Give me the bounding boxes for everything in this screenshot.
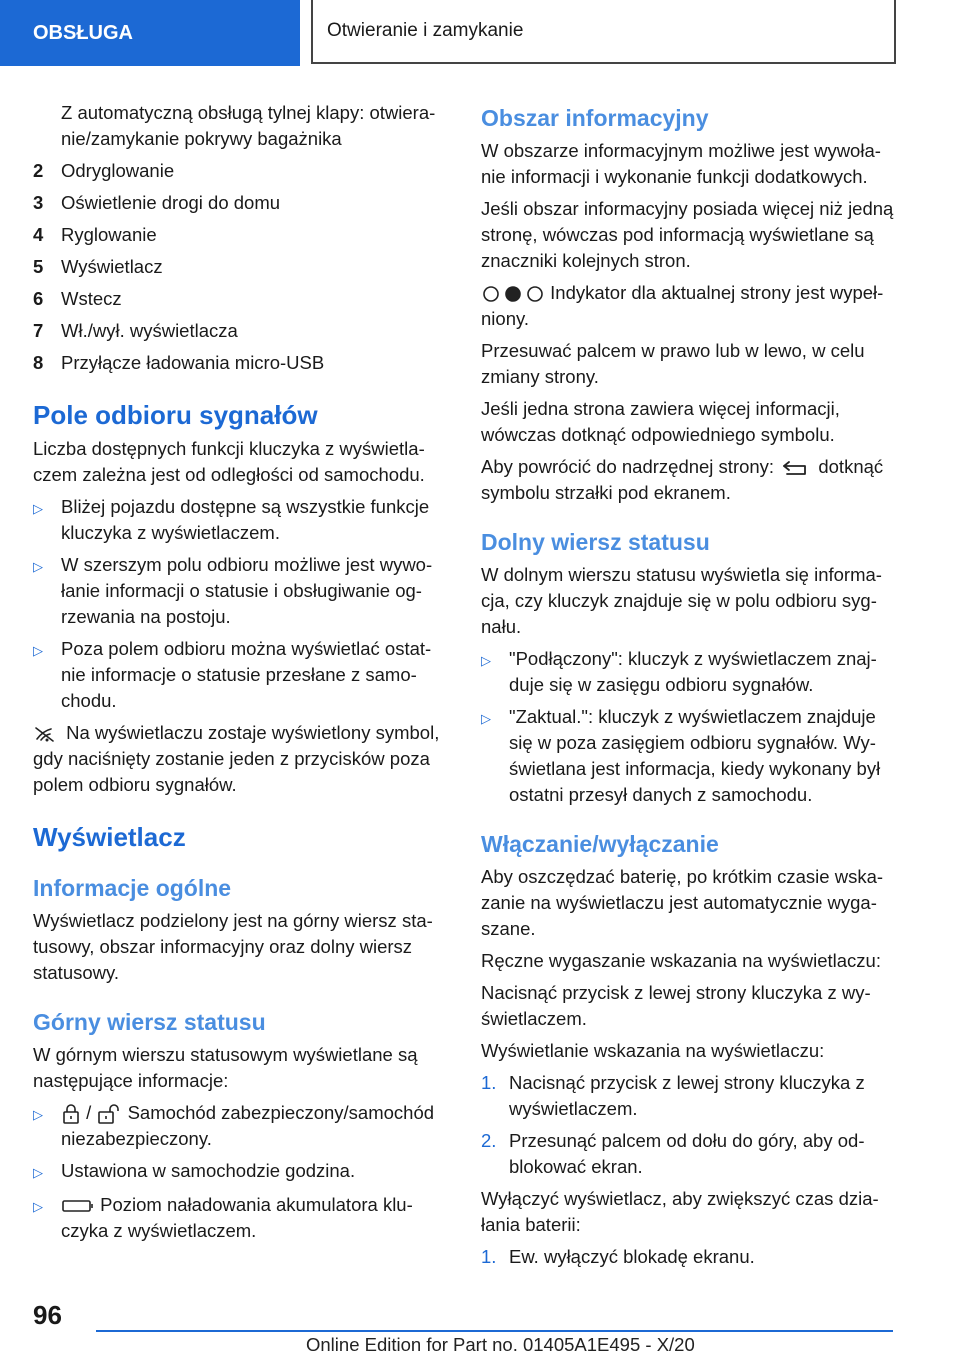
list-item bbox=[33, 254, 448, 280]
chapter-title: Otwieranie i zamykanie bbox=[311, 0, 896, 64]
pole-note bbox=[33, 720, 448, 798]
wlacz-p4: Wyświetlanie wskazania na wyświetlaczu: bbox=[481, 1040, 825, 1061]
item-text: Oświetlenie drogi do domu bbox=[61, 192, 281, 213]
gorny-b1-text: Samochód zabezpieczony/samochód niezabezpieczony. bbox=[61, 1102, 435, 1149]
list-item bbox=[33, 552, 448, 630]
item-text: Przyłącze ładowania micro-USB bbox=[61, 352, 325, 373]
obszar-p4: Przesuwać palcem w prawo lub w lewo, w celu zmiany strony. bbox=[481, 340, 865, 387]
heading-info-ogolne: Informacje ogólne bbox=[33, 875, 232, 901]
item-number: 4 bbox=[33, 224, 44, 245]
triangle-bullet-icon: ▷ bbox=[33, 1199, 43, 1214]
gorny-b2-text: Ustawiona w samochodzie godzina. bbox=[61, 1160, 356, 1181]
list-item bbox=[33, 494, 448, 546]
gorny-bullet-list bbox=[33, 1100, 448, 1244]
heading-obszar: Obszar informacyjny bbox=[481, 105, 709, 131]
list-item bbox=[33, 318, 448, 344]
wlacz-p2: Ręczne wygaszanie wskazania na wyświetlaczu: bbox=[481, 950, 881, 971]
step-item bbox=[481, 1128, 896, 1180]
info-ogolne-text: Wyświetlacz podzielony jest na górny wiersz statusowy, obszar informacyjny oraz dolny wiersz statusowy. bbox=[33, 910, 433, 983]
pole-bullet-list bbox=[33, 494, 448, 714]
bullet-text: "Zaktual.": kluczyk z wyświetlaczem znajduje się w poza zasięgiem odbioru sygnałów. Wyświetlana jest informacja, kiedy wykonany był ostatni przesył danych z samochodu. bbox=[509, 706, 881, 805]
list-item bbox=[33, 636, 448, 714]
obszar-p1: W obszarze informacyjnym możliwe jest wywołanie informacji i wykonanie funkcji dodatkowych. bbox=[481, 140, 881, 187]
right-column bbox=[481, 100, 896, 1276]
bullet-text: Bliżej pojazdu dostępne są wszystkie funkcje kluczyka z wyświetlaczem. bbox=[61, 496, 430, 543]
item-number: 7 bbox=[33, 320, 44, 341]
list-item bbox=[33, 158, 448, 184]
step-item bbox=[481, 1070, 896, 1122]
triangle-bullet-icon: ▷ bbox=[481, 711, 491, 726]
step-number: 1. bbox=[481, 1072, 497, 1093]
step-text: Ew. wyłączyć blokadę ekranu. bbox=[509, 1246, 755, 1267]
list-item bbox=[481, 646, 896, 698]
lock-open-icon bbox=[96, 1103, 122, 1125]
pole-note-text: Na wyświetlaczu zostaje wyświetlony symbol, gdy naciśnięty zostanie jeden z przycisków poza polem odbioru sygnałów. bbox=[33, 722, 440, 795]
back-arrow-icon bbox=[779, 459, 813, 477]
left-column bbox=[33, 100, 448, 1250]
heading-wlacz: Włączanie/wyłączanie bbox=[481, 831, 719, 857]
item-number: 5 bbox=[33, 256, 44, 277]
section-tab: OBSŁUGA bbox=[0, 0, 300, 66]
step-text: Przesunąć palcem od dołu do góry, aby odblokować ekran. bbox=[509, 1130, 865, 1177]
triangle-bullet-icon: ▷ bbox=[33, 1107, 43, 1122]
triangle-bullet-icon: ▷ bbox=[33, 1165, 43, 1180]
bullet-text: W szerszym polu odbioru możliwe jest wywołanie informacji o statusie i obsługiwanie ogrzewania na postoju. bbox=[61, 554, 433, 627]
item-number: 2 bbox=[33, 160, 44, 181]
dolny-intro: W dolnym wierszu statusu wyświetla się informacja, czy kluczyk znajduje się w polu odbioru sygnału. bbox=[481, 564, 882, 637]
list-item bbox=[33, 286, 448, 312]
step-list-2 bbox=[481, 1244, 896, 1270]
heading-gorny: Górny wiersz statusu bbox=[33, 1009, 266, 1035]
item-text: Odryglowanie bbox=[61, 160, 175, 181]
heading-wyswietlacz: Wyświetlacz bbox=[33, 822, 186, 852]
obszar-p6 bbox=[481, 454, 896, 506]
numbered-list bbox=[33, 158, 448, 376]
gorny-b3-text: Poziom naładowania akumulatora kluczyka z wyświetlaczem. bbox=[61, 1194, 413, 1241]
item-text: Wyświetlacz bbox=[61, 256, 163, 277]
item-text: Wstecz bbox=[61, 288, 122, 309]
step-number: 1. bbox=[481, 1246, 497, 1267]
wlacz-p3: Nacisnąć przycisk z lewej strony kluczyka z wyświetlaczem. bbox=[481, 982, 871, 1029]
obszar-p3-text: Indykator dla aktualnej strony jest wypełniony. bbox=[481, 282, 884, 329]
triangle-bullet-icon: ▷ bbox=[33, 643, 43, 658]
no-signal-icon bbox=[33, 725, 61, 743]
battery-icon bbox=[61, 1198, 95, 1214]
gorny-intro: W górnym wierszu statusowym wyświetlane są następujące informacje: bbox=[33, 1044, 418, 1091]
item-number: 8 bbox=[33, 352, 44, 373]
list-item bbox=[33, 1100, 448, 1152]
obszar-p6a-text: Aby powrócić do nadrzędnej strony: bbox=[481, 456, 775, 477]
wlacz-p1: Aby oszczędzać baterię, po krótkim czasie wskazanie na wyświetlaczu jest automatycznie wygaszane. bbox=[481, 866, 884, 939]
dolny-bullet-list bbox=[481, 646, 896, 808]
heading-dolny: Dolny wiersz statusu bbox=[481, 529, 710, 555]
footer-edition: Online Edition for Part no. 01405A1E495 - X/20 bbox=[306, 1334, 695, 1355]
triangle-bullet-icon: ▷ bbox=[33, 559, 43, 574]
list-item bbox=[33, 222, 448, 248]
list-item bbox=[33, 1192, 448, 1244]
step-text: Nacisnąć przycisk z lewej strony kluczyka z wyświetlaczem. bbox=[509, 1072, 865, 1119]
list-item bbox=[33, 190, 448, 216]
item-text: Ryglowanie bbox=[61, 224, 157, 245]
obszar-p2: Jeśli obszar informacyjny posiada więcej niż jedną stronę, wówczas pod informacją wyświetlane są znaczniki kolejnych stron. bbox=[481, 198, 894, 271]
bullet-text: Poza polem odbioru można wyświetlać ostatnie informacje o statusie przesłane z samochodu. bbox=[61, 638, 432, 711]
lock-separator: / bbox=[86, 1102, 92, 1123]
item-number: 6 bbox=[33, 288, 44, 309]
wlacz-p5: Wyłączyć wyświetlacz, aby zwiększyć czas działania baterii: bbox=[481, 1188, 879, 1235]
pole-intro: Liczba dostępnych funkcji kluczyka z wyświetlaczem zależna jest od odległości od samochodu. bbox=[33, 438, 425, 485]
list-item bbox=[33, 350, 448, 376]
item-text: Wł./wył. wyświetlacza bbox=[61, 320, 238, 341]
lock-closed-icon bbox=[61, 1103, 81, 1125]
list-item bbox=[33, 1158, 448, 1186]
step-number: 2. bbox=[481, 1130, 497, 1151]
heading-pole: Pole odbioru sygnałów bbox=[33, 400, 318, 430]
page-number: 96 bbox=[33, 1300, 62, 1330]
triangle-bullet-icon: ▷ bbox=[481, 653, 491, 668]
obszar-p3 bbox=[481, 280, 896, 332]
footer-divider bbox=[96, 1330, 893, 1332]
step-item bbox=[481, 1244, 896, 1270]
page-indicator-icon bbox=[481, 285, 545, 303]
bullet-text: "Podłączony": kluczyk z wyświetlaczem znajduje się w zasięgu odbioru sygnałów. bbox=[509, 648, 877, 695]
list-item: Z automatyczną obsługą tylnej klapy: otwieranie/zamykanie pokrywy bagażnika bbox=[61, 102, 436, 149]
triangle-bullet-icon: ▷ bbox=[33, 501, 43, 516]
step-list-1 bbox=[481, 1070, 896, 1180]
item-number: 3 bbox=[33, 192, 44, 213]
list-item bbox=[481, 704, 896, 808]
obszar-p6b-text: dotknąć symbolu strzałki pod ekranem. bbox=[481, 456, 884, 503]
obszar-p5: Jeśli jedna strona zawiera więcej informacji, wówczas dotknąć odpowiedniego symbolu. bbox=[481, 398, 840, 445]
